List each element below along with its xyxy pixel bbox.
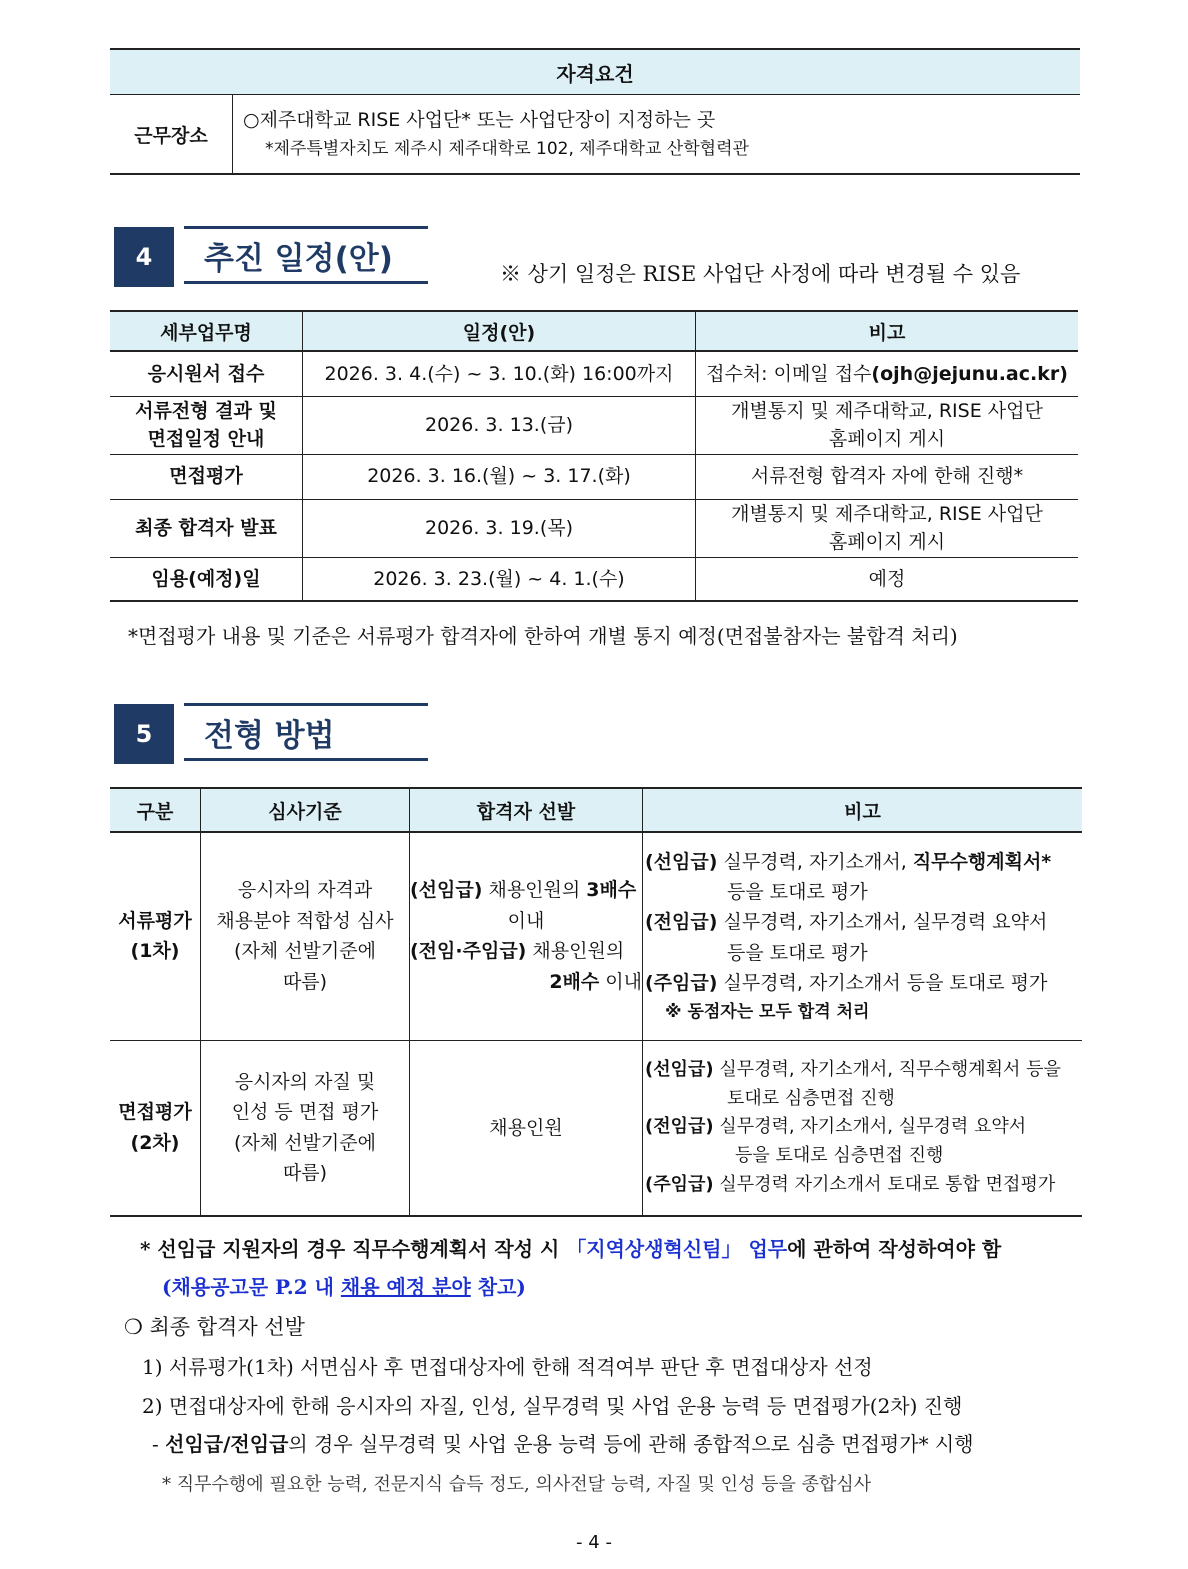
- remark-text: 실무경력, 자기소개서, 실무경력 요약서: [717, 911, 1048, 934]
- table-row: [110, 454, 1078, 499]
- schedule-remark: 서류전형 합격자 자에 한해 진행*: [696, 454, 1079, 499]
- remark-text: 실무경력, 자기소개서 등을 토대로 평가: [717, 972, 1048, 995]
- selection-text: 채용인원의: [526, 940, 625, 963]
- work-location-value: [233, 95, 1081, 175]
- note-highlight: 「지역상생혁신팀」 업무: [566, 1237, 788, 1261]
- remark-text: 실무경력, 자기소개서, 실무경력 요약서: [713, 1116, 1027, 1138]
- criteria-line: (자체 선발기준에: [234, 1131, 376, 1154]
- final-item-note: * 직무수행에 필요한 능력, 전문지식 습득 정도, 의사전달 능력, 자질 및 인성 등을 종합심사: [162, 1474, 872, 1495]
- grade-tag: (선임급): [645, 850, 718, 873]
- reference-note: [162, 1271, 526, 1300]
- grade-tag: (주임급): [645, 1173, 714, 1195]
- method-selection: [410, 832, 643, 1040]
- category-line: (2차): [130, 1131, 180, 1154]
- qualification-header: 자격요건: [110, 49, 1080, 95]
- criteria-line: 인성 등 면접 평가: [231, 1101, 379, 1124]
- schedule-date: 2026. 3. 19.(목): [303, 499, 696, 557]
- schedule-task: 임용(예정)일: [110, 557, 303, 601]
- grade-tag: (주임급): [645, 972, 718, 995]
- schedule-task: 최종 합격자 발표: [110, 499, 303, 557]
- remark-line: 홈페이지 게시: [828, 428, 946, 450]
- grade-tag: (전임급): [645, 1116, 714, 1138]
- schedule-header-task: 세부업무명: [110, 311, 303, 351]
- remark-line: 개별통지 및 제주대학교, RISE 사업단: [731, 399, 1043, 422]
- remark-text: 실무경력, 자기소개서,: [717, 850, 913, 873]
- criteria-line: 채용분야 적합성 심사: [216, 909, 394, 932]
- section5-title: 전형 방법: [184, 703, 428, 761]
- schedule-header-remark: 비고: [696, 311, 1079, 351]
- page-number: - 4 -: [576, 1532, 612, 1553]
- criteria-line: 응시자의 자격과: [237, 879, 373, 902]
- criteria-line: 따름): [282, 970, 328, 993]
- criteria-line: 응시자의 자질 및: [234, 1070, 376, 1093]
- note-link-text: 채용 예정 분야: [340, 1275, 471, 1299]
- remark-text: 실무경력 자기소개서 토대로 통합 면접평가: [713, 1173, 1056, 1195]
- final-item-1: 1) 서류평가(1차) 서면심사 후 면접대상자에 한해 적격여부 판단 후 면접대상자 선정: [142, 1355, 873, 1379]
- grade-tag: (선임급): [645, 1058, 714, 1080]
- method-category: [110, 832, 201, 1040]
- schedule-remark: [696, 351, 1079, 396]
- schedule-date: 2026. 3. 16.(월) ~ 3. 17.(화): [303, 454, 696, 499]
- final-selection-title: ❍ 최종 합격자 선발: [124, 1315, 305, 1339]
- remark-text: 등을 토대로 평가: [727, 941, 868, 964]
- schedule-header-date: 일정(안): [303, 311, 696, 351]
- note-text: 참고): [470, 1275, 526, 1299]
- schedule-task: [110, 396, 303, 454]
- note-text: * 선임급 지원자의 경우 직무수행계획서 작성 시: [140, 1237, 567, 1261]
- section4-title: 추진 일정(안): [184, 226, 428, 284]
- schedule-date: 2026. 3. 23.(월) ~ 4. 1.(수): [303, 557, 696, 601]
- remark-text: 접수처: 이메일 접수: [706, 362, 872, 385]
- item-emphasis: 선임급/전임급: [165, 1432, 289, 1456]
- table-row: [110, 557, 1078, 601]
- schedule-remark: [696, 499, 1079, 557]
- method-header-criteria: 심사기준: [201, 788, 410, 832]
- selection-text: 이내: [507, 909, 545, 932]
- method-selection: 채용인원: [410, 1040, 643, 1216]
- remark-emphasis: 직무수행계획서*: [912, 850, 1052, 873]
- schedule-remark: [696, 396, 1079, 454]
- note-text: 에 관하여 작성하여야 함: [787, 1237, 1002, 1261]
- final-item-2: 2) 면접대상자에 한해 응시자의 자질, 인성, 실무경력 및 사업 운용 능력 등 면접평가(2차) 진행: [142, 1394, 963, 1418]
- schedule-date: 2026. 3. 13.(금): [303, 396, 696, 454]
- schedule-task: 응시원서 접수: [110, 351, 303, 396]
- email-address: (ojh@jejunu.ac.kr): [871, 362, 1068, 385]
- remark-text: 토대로 심층면접 진행: [727, 1087, 895, 1109]
- item-text: -: [152, 1432, 166, 1456]
- work-location-label: 근무장소: [110, 95, 233, 175]
- table-row: [110, 832, 1082, 1040]
- method-remark: [643, 832, 1083, 1040]
- criteria-line: (자체 선발기준에: [234, 940, 376, 963]
- method-criteria: [201, 832, 410, 1040]
- selection-text: 채용인원의: [482, 879, 587, 902]
- remark-text: 등을 토대로 평가: [727, 881, 868, 904]
- table-row: [110, 499, 1078, 557]
- selection-multiple: 3배수: [586, 879, 637, 902]
- section5-number: 5: [114, 704, 174, 764]
- schedule-task: 면접평가: [110, 454, 303, 499]
- grade-tag: (전임·주임급): [410, 940, 527, 963]
- table-row: [110, 396, 1078, 454]
- work-location-address: *제주특별자치도 제주시 제주대학로 102, 제주대학교 산학협력관: [265, 138, 749, 159]
- remark-text: 등을 토대로 심층면접 진행: [735, 1145, 944, 1167]
- selection-multiple: 2배수: [549, 970, 600, 993]
- selection-method-table: [110, 787, 1082, 1217]
- category-line: 서류평가: [118, 909, 192, 932]
- category-line: 면접평가: [118, 1101, 192, 1124]
- selection-text: 이내: [599, 970, 642, 993]
- work-location-line1: ○제주대학교 RISE 사업단* 또는 사업단장이 지정하는 곳: [243, 109, 716, 132]
- schedule-footnote: *면접평가 내용 및 기준은 서류평가 합격자에 한하여 개별 통지 예정(면접불참자는 불합격 처리): [128, 624, 958, 648]
- qualification-table: [110, 48, 1080, 175]
- criteria-line: 따름): [282, 1162, 328, 1185]
- applicant-plan-note: [140, 1233, 1001, 1262]
- note-text: (채용공고문 P.2 내: [162, 1275, 341, 1299]
- schedule-table: [110, 310, 1078, 602]
- tie-note: ※ 동점자는 모두 합격 처리: [665, 1001, 870, 1022]
- method-header-remark: 비고: [643, 788, 1083, 832]
- item-text: 의 경우 실무경력 및 사업 운용 능력 등에 관해 종합적으로 심층 면접평가* 시행: [288, 1432, 974, 1456]
- table-row: [110, 1040, 1082, 1216]
- grade-tag: (선임급): [410, 879, 483, 902]
- schedule-date: 2026. 3. 4.(수) ~ 3. 10.(화) 16:00까지: [303, 351, 696, 396]
- remark-line: 홈페이지 게시: [828, 531, 946, 553]
- task-line: 서류전형 결과 및: [135, 399, 277, 422]
- remark-text: 실무경력, 자기소개서, 직무수행계획서 등을: [713, 1058, 1061, 1080]
- category-line: (1차): [130, 940, 180, 963]
- final-item-3: [152, 1428, 974, 1457]
- method-header-selection: 합격자 선발: [410, 788, 643, 832]
- method-remark: [643, 1040, 1083, 1216]
- method-criteria: [201, 1040, 410, 1216]
- schedule-remark: 예정: [696, 557, 1079, 601]
- grade-tag: (전임급): [645, 911, 718, 934]
- task-line: 면접일정 안내: [147, 428, 265, 450]
- remark-line: 개별통지 및 제주대학교, RISE 사업단: [731, 502, 1043, 525]
- method-header-category: 구분: [110, 788, 201, 832]
- section4-number: 4: [114, 227, 174, 287]
- section4-note: ※ 상기 일정은 RISE 사업단 사정에 따라 변경될 수 있음: [500, 262, 1021, 286]
- method-category: [110, 1040, 201, 1216]
- table-row: [110, 351, 1078, 396]
